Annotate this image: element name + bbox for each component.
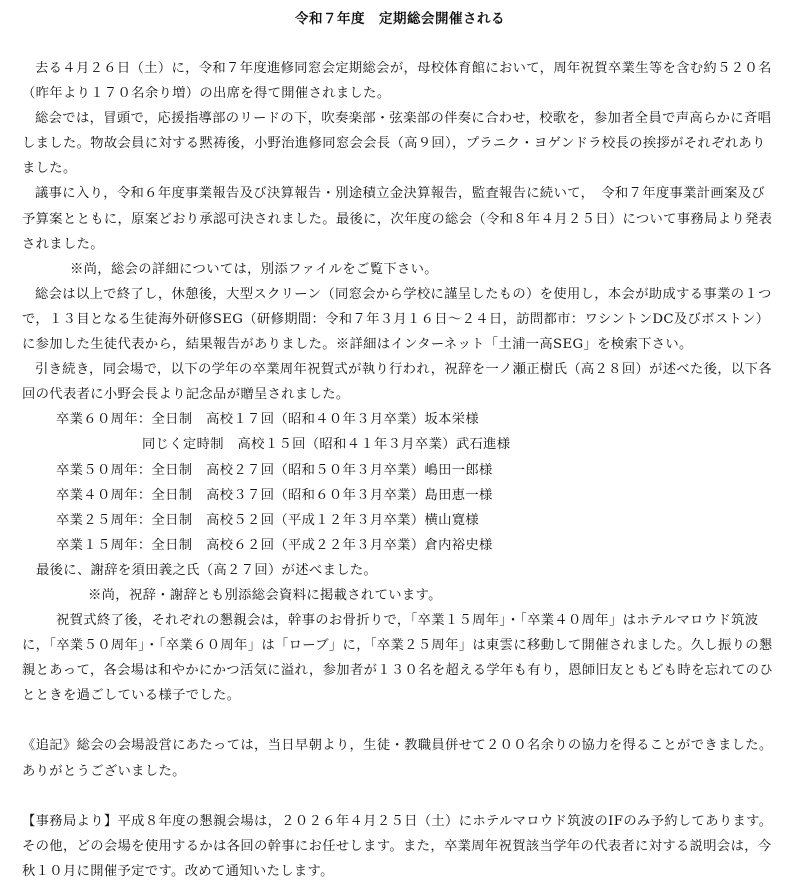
paragraph-thanks-speech: 最後に、謝辞を須田義之氏（高２７回）が述べました。: [36, 562, 378, 578]
note-attached-file: ※尚，総会の詳細については，別添ファイルをご覧下さい。: [70, 261, 438, 277]
note-speeches: ※尚，祝辞・謝辞とも別添総会資料に掲載されています。: [88, 587, 442, 603]
paragraph-seg-report: 総会は以上で終了し，休憩後，大型スクリーン（同窓会から学校に謹呈したもの）を使用し，本会が助成する事業の１つで，１３目となる生徒海外研修SEG（研修期間：令和７年３月１６日～２４日，訪問都市：ワシントンDC及びボストン）に参加した生徒代表から，結果報告がありました。※詳細はインターネット「土浦一高SEG」を検索下さい。: [22, 286, 772, 353]
list-item: 卒業１５周年：全日制 高校６２回（平成２２年３月卒業）倉内裕史様: [56, 537, 493, 553]
paragraph-postscript: 《追記》総会の会場設営にあたっては，当日早朝より，生徒・教職員併せて２００名余りの協力を得ることができました。ありがとうございました。: [22, 738, 773, 779]
list-item: 卒業６０周年：全日制 高校１７回（昭和４０年３月卒業）坂本栄様: [56, 412, 480, 428]
paragraph-anniversary-ceremony: 引き続き，同会場で，以下の学年の卒業周年祝賀式が執り行われ，祝辞を一ノ瀬正樹氏（高２８回）が述べた後，以下各回の代表者に小野会長より記念品が贈呈されました。: [22, 362, 772, 403]
document-title: 令和７年度 定期総会開催される: [295, 11, 505, 27]
paragraph-proceedings: 議事に入り，令和６年度事業報告及び決算報告・別途積立金決算報告，監査報告に続いて， 令和７年度事業計画案及び予算案とともに，原案どおり承認可決されました。最後に，次年度の総会（令和８年４月２５日）について事務局より発表されました。: [22, 186, 773, 252]
paragraph-reunions: 祝賀式終了後，それぞれの懇親会は，幹事のお骨折りで，「卒業１５周年」・「卒業４０周年」はホテルマロウド筑波に，「卒業５０周年」・「卒業６０周年」は「ローブ」に，「卒業２５周年」は東雲に移動して開催されました。久し振りの懇親とあって，各会場は和やかにかつ活気に溢れ，参加者が１３０名を超える学年も有り，恩師旧友ともども時を忘れてのひとときを過ごしている様子でした。: [22, 613, 773, 704]
paragraph-opening: 去る４月２６日（土）に，令和７年度進修同窓会定期総会が，母校体育館において，周年祝賀卒業生等を含む約５２０名（昨年より１７０名余り増）の出席を得て開催されました。: [22, 61, 772, 102]
list-item: 卒業５０周年：全日制 高校２７回（昭和５０年３月卒業）嶋田一郎様: [56, 462, 493, 478]
graduate-list: [22, 407, 778, 558]
list-item: 同じく定時制 高校１５回（昭和４１年３月卒業）武石進様: [142, 437, 511, 453]
paragraph-school-song: 総会では，冒頭で，応援指導部のリードの下，吹奏楽部・弦楽部の伴奏に合わせ，校歌を，参加者全員で声高らかに斉唱しました。物故会員に対する黙祷後，小野治進修同窓会会長（高９回），プラニク・ヨゲンドラ校長の挨拶がそれぞれありました。: [22, 111, 772, 177]
spacer: [22, 708, 778, 733]
spacer: [22, 784, 778, 809]
spacer: [22, 30, 778, 56]
list-item: 卒業２５周年：全日制 高校５２回（平成１２年３月卒業）横山寛様: [56, 512, 480, 528]
list-item: 卒業４０周年：全日制 高校３７回（昭和６０年３月卒業）島田恵一様: [56, 487, 493, 503]
paragraph-secretariat-notice: 【事務局より】平成８年度の懇親会場は，２０２６年４月２５日（土）にホテルマロウド筑波のIFのみ予約してあります。その他，どの会場を使用するかは各回の幹事にお任せします。また，卒業周年祝賀該当学年の代表者に対する説明会は，今秋１０月に開催予定です。改めて通知いたします。: [22, 813, 773, 879]
